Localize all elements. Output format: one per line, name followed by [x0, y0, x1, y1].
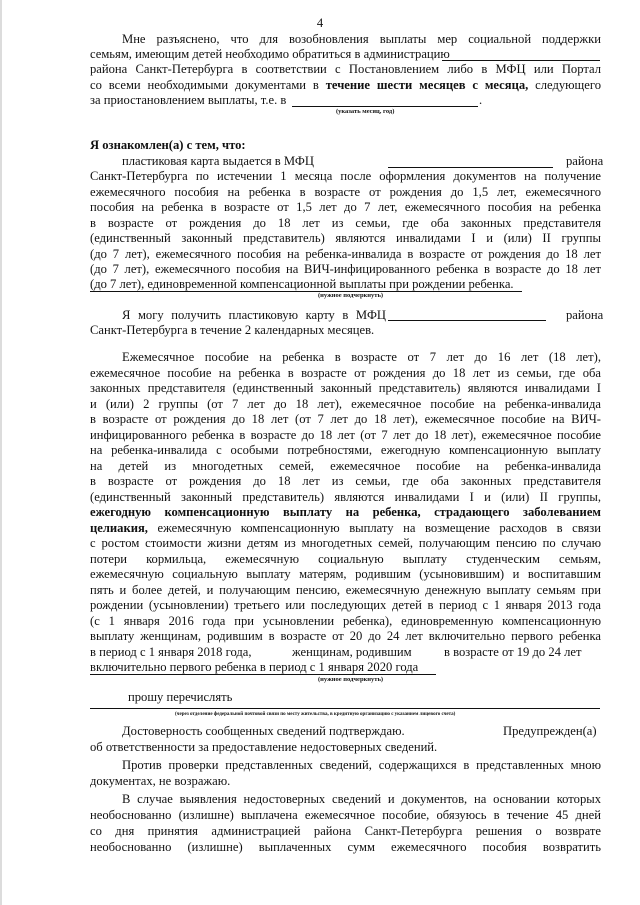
text-line: включительно первого ребенка в период с 1 января 2020 года [90, 660, 419, 674]
text-line: Санкт-Петербурга по истечении 1 месяца после оформления документов на получение [90, 169, 601, 183]
text-line: Против проверки представленных сведений, содержащихся в представленных мною [122, 758, 601, 772]
text-line: за приостановлением выплаты, т.е. в [90, 93, 287, 107]
text-line: в возрасте от 19 до 24 лет [444, 645, 582, 659]
blank-line-mfc [388, 167, 553, 168]
text-line: со всеми необходимыми документами в течение шести месяцев с месяца, следующего [90, 78, 601, 92]
text-line-end: . [479, 93, 483, 107]
blank-line-administration [442, 60, 600, 61]
caption-underline-needed: (нужное подчеркнуть) [318, 676, 384, 683]
text-line: (до 7 лет), ежемесячного пособия на ребенка-инвалида в возрасте от рождения до 18 лет [90, 247, 601, 261]
text-line: потери кормильца, ежемесячную социальную выплату студенческим семьям, [90, 552, 601, 566]
text-line: Достоверность сообщенных сведений подтверждаю. [122, 724, 405, 738]
text-line: района [566, 308, 604, 322]
scan-edge [0, 0, 2, 905]
text-line: в возрасте от рождения до 18 лет из семьи, где оба законных представителя [90, 474, 601, 488]
text-line: со дня принятия администрацией района Санкт-Петербурга решения о возврате [90, 824, 601, 838]
text-line: на ребенка-инвалида с особыми потребностями, ежегодную компенсационную выплату [90, 443, 601, 457]
text-line: с ростом стоимости жизни детям из многодетных семей, получающим пенсию по случаю [90, 536, 601, 550]
text-line: об ответственности за предоставление недостоверных сведений. [90, 740, 438, 754]
caption-underline-needed: (нужное подчеркнуть) [318, 292, 384, 299]
text-line: Мне разъяснено, что для возобновления выплаты мер социальной поддержки [122, 32, 601, 46]
emphasis-deadline: течение шести месяцев с месяца, [325, 78, 529, 92]
text-line: района [566, 154, 604, 168]
text-line: Санкт-Петербурга в течение 2 календарных месяцев. [90, 323, 375, 337]
text-line: (единственный законный представитель) являются инвалидами I и (или) II группы [90, 231, 601, 245]
text-line: (с 1 января 2016 года при усыновлении ребенка), единовременную компенсационную [90, 614, 601, 628]
text-line: рождении (усыновлении) третьего или последующих детей в период с 1 января 2013 года [90, 598, 601, 612]
text-line: пособия на ребенка в возрасте от 1,5 лет до 7 лет, ежемесячного пособия на ребенка [90, 200, 601, 214]
transfer-label: прошу перечислять [128, 690, 233, 704]
text-line: в возрасте от рождения до 18 лет (от 7 лет до 18 лет), ежемесячное пособие на ВИЧ- [90, 412, 601, 426]
text-line: выплату женщинам, родившим в возрасте от 20 до 24 лет включительно первого ребенка [90, 629, 601, 643]
text-line: необоснованно (излишне) выплаченных сумм ежемесячного пособия возвратить [90, 840, 601, 854]
caption-month-year: (указать месяц, год) [336, 108, 395, 115]
blank-line-month-year [292, 106, 478, 107]
caption-transfer-method: (через отделение федеральной почтовой связи по месту жительства, в кредитную организацию с указанием лицевого счета) [175, 712, 456, 717]
text-line: законных представителя (единственный законный представитель) являются инвалидами I [90, 381, 601, 395]
text-line: в возрасте от рождения до 18 лет из семьи, где оба законных представителя [90, 216, 601, 230]
section-heading: Я ознакомлен(а) с тем, что: [90, 138, 246, 152]
text-line: документах, не возражаю. [90, 774, 231, 788]
blank-line-mfc-pickup [388, 320, 546, 321]
underline-selection [90, 291, 522, 292]
text-line: в период с 1 января 2018 года, [90, 645, 252, 659]
text-line: пять и более детей, и получающим пенсию, ежемесячную денежную выплату семьям при [90, 583, 601, 597]
text-line: целиакия, ежемесячную компенсационную выплату на возмещение расходов в связи [90, 521, 601, 535]
text-line: Предупрежден(а) [503, 724, 597, 738]
text-line: (до 7 лет), ежемесячного пособия на ВИЧ-инфицированного ребенка в возрасте до 18 лет [90, 262, 601, 276]
text-line: Я могу получить пластиковую карту в МФЦ [122, 308, 386, 322]
text-line: пластиковая карта выдается в МФЦ [122, 154, 314, 168]
text-line: необоснованно (излишне) выплачена ежемесячное пособие, обязуюсь в течение 45 дней [90, 808, 601, 822]
underline-selection [90, 674, 436, 675]
text-line: В случае выявления недостоверных сведений и документов, на основании которых [122, 792, 601, 806]
text-line-bold: ежегодную компенсационную выплату на ребенка, страдающего заболеванием [90, 505, 601, 519]
text-line: ежемесячного пособия на ребенка в возрасте от рождения до 1,5 лет, ежемесячного [90, 185, 601, 199]
text-line: ежемесячную социальную выплату матерям, родившим (усыновившим) и воспитавшим [90, 567, 601, 581]
text-line: на детей из многодетных семей, ежемесячное пособие на ребенка-инвалида [90, 459, 601, 473]
text-line: семьям, имеющим детей необходимо обратиться в администрацию [90, 47, 450, 61]
text-line: ежемесячное пособие на ребенка в возрасте от рождения до 18 лет из семьи, где оба [90, 366, 601, 380]
text-line: и (или) 2 группы (от 7 лет до 18 лет), ежемесячное пособие на ребенка-инвалида [90, 397, 601, 411]
blank-line-transfer [90, 708, 600, 709]
page-number: 4 [316, 16, 324, 30]
text-line: инфицированного ребенка в возрасте до 18 лет (от 7 лет до 18 лет), ежемесячное пособие [90, 428, 601, 442]
text-line: района Санкт-Петербурга в соответствии с Постановлением либо в МФЦ или Портал [90, 62, 601, 76]
text-line: (до 7 лет), единовременной компенсационной выплаты при рождении ребенка. [90, 277, 514, 291]
text-line: женщинам, родившим [292, 645, 412, 659]
text-line: Ежемесячное пособие на ребенка в возрасте от 7 лет до 16 лет (18 лет), [122, 350, 601, 364]
text-line: (единственный законный представитель) являются инвалидами I и (или) II группы, [90, 490, 601, 504]
